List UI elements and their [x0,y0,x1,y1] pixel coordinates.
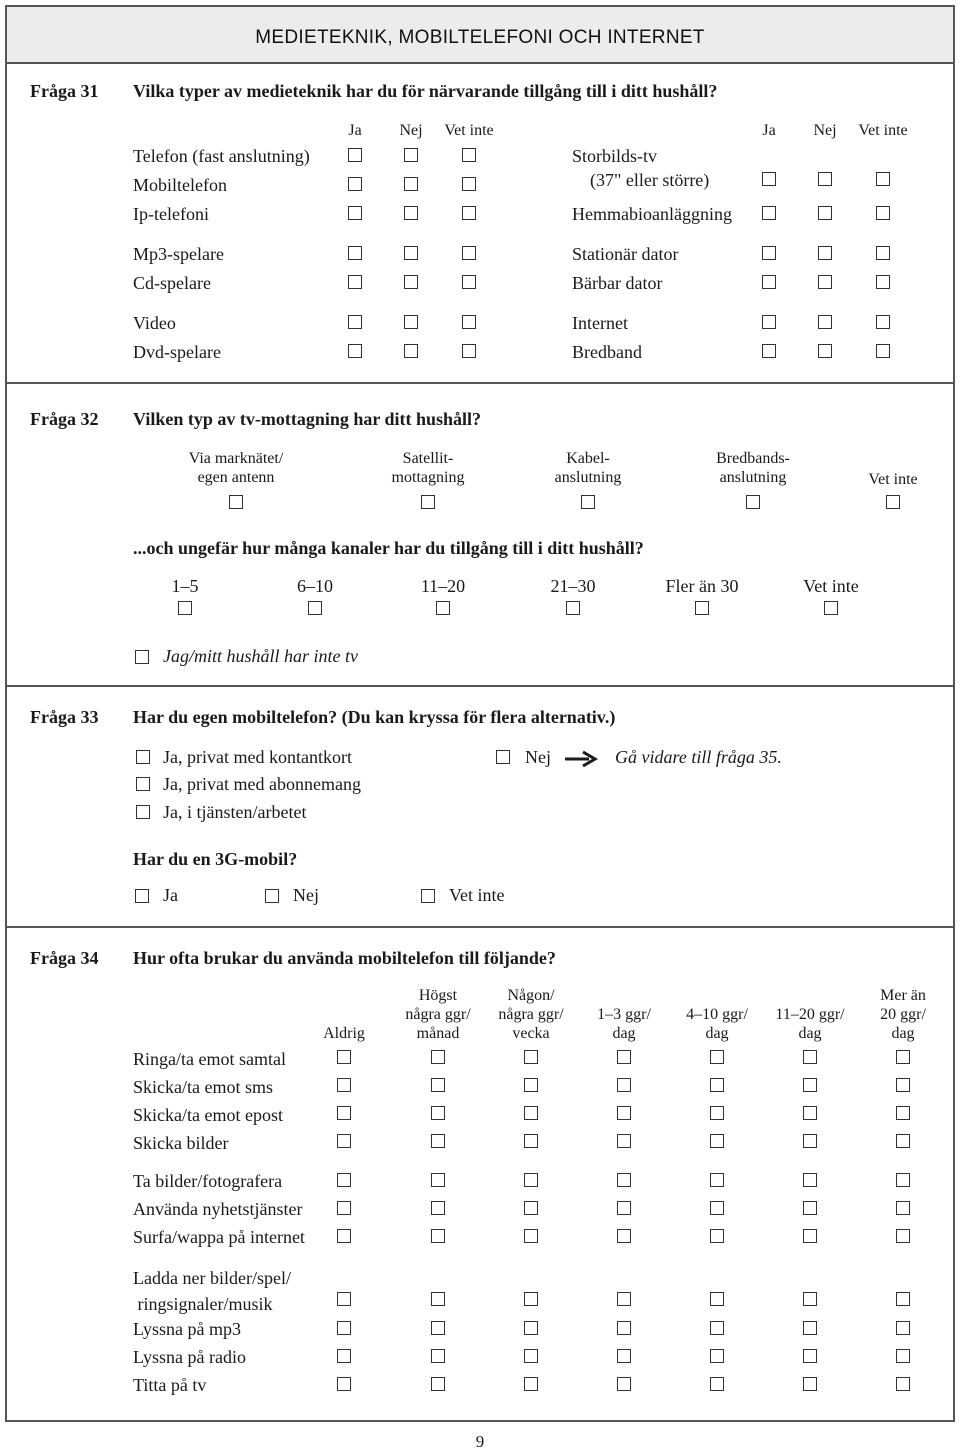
q32-channel-label: Vet inte [803,576,859,596]
q34-checkbox[interactable] [617,1078,631,1092]
q34-checkbox[interactable] [617,1106,631,1120]
q34-checkbox[interactable] [896,1106,910,1120]
q34-checkbox[interactable] [337,1229,351,1243]
q33-option-nej: Nej [525,747,551,767]
q33-3g-label-ja: Ja [163,885,178,905]
q31-checkbox[interactable] [404,246,418,260]
q34-checkbox[interactable] [337,1349,351,1363]
arrow-right-icon [563,750,599,768]
q34-checkbox[interactable] [337,1292,351,1306]
q34-row-label: Använda nyhetstjänster [133,1199,303,1219]
q34-checkbox[interactable] [617,1229,631,1243]
q31-col-ja-left: Ja [348,122,362,139]
q31-checkbox[interactable] [762,206,776,220]
q33-3g-checkbox-ja[interactable] [135,889,149,903]
q34-number: Fråga 34 [30,948,99,968]
q34-checkbox[interactable] [431,1321,445,1335]
q34-checkbox[interactable] [617,1201,631,1215]
q32-option-checkbox[interactable] [421,495,435,509]
q34-column-header: Aldrig [323,1025,365,1042]
q34-checkbox[interactable] [896,1134,910,1148]
q34-checkbox[interactable] [431,1292,445,1306]
q32-channel-checkbox[interactable] [695,601,709,615]
q34-checkbox[interactable] [803,1292,817,1306]
q34-checkbox[interactable] [337,1106,351,1120]
q32-channel-label: 1–5 [171,576,199,596]
q34-checkbox[interactable] [896,1229,910,1243]
q34-checkbox[interactable] [617,1349,631,1363]
q34-column-header: 1–3 ggr/ dag [597,1006,651,1042]
q34-checkbox[interactable] [337,1377,351,1391]
q34-checkbox[interactable] [710,1201,724,1215]
q34-checkbox[interactable] [710,1134,724,1148]
q34-checkbox[interactable] [896,1078,910,1092]
q33-3g-label-vetinte: Vet inte [449,885,505,905]
q32-option-label: Vet inte [868,471,918,488]
q33-checkbox-abonnemang[interactable] [136,777,150,791]
q31-col-ja-right: Ja [762,122,776,139]
q34-checkbox[interactable] [431,1201,445,1215]
q32-channel-checkbox[interactable] [824,601,838,615]
q34-checkbox[interactable] [431,1229,445,1243]
q34-column-header: Mer än 20 ggr/ dag [880,987,926,1042]
q34-row-label: Ladda ner bilder/spel/ ringsignaler/musik [133,1268,291,1314]
section-title: MEDIETEKNIK, MOBILTELEFONI OCH INTERNET [255,27,705,48]
q31-checkbox[interactable] [876,206,890,220]
q32-question: Vilken typ av tv-mottagning har ditt hushåll? [133,409,482,429]
q31-checkbox[interactable] [762,344,776,358]
q34-checkbox[interactable] [710,1173,724,1187]
q34-checkbox[interactable] [896,1201,910,1215]
q32-option-label: Satellit- mottagning [391,450,465,486]
q34-column-header: 4–10 ggr/ dag [686,1006,748,1042]
q31-item-label: Bredband [572,342,642,362]
q31-checkbox[interactable] [876,172,890,186]
no-tv-label: Jag/mitt hushåll har inte tv [163,646,358,666]
q32-channel-label: Fler än 30 [665,576,739,596]
q34-checkbox[interactable] [337,1173,351,1187]
q31-checkbox[interactable] [876,275,890,289]
q31-checkbox[interactable] [404,344,418,358]
q34-checkbox[interactable] [337,1078,351,1092]
q32-option-label: Kabel- anslutning [554,450,622,486]
q34-checkbox[interactable] [896,1050,910,1064]
q33-number: Fråga 33 [30,707,99,727]
q31-col-vetinte-right: Vet inte [858,122,908,139]
q31-col-nej-right: Nej [813,122,837,139]
q31-number: Fråga 31 [30,81,99,101]
q32-channel-label: 21–30 [550,576,596,596]
q31-checkbox[interactable] [762,246,776,260]
q31-item-label: Hemmabioanläggning [572,204,732,224]
q34-checkbox[interactable] [337,1050,351,1064]
q34-checkbox[interactable] [803,1134,817,1148]
q31-checkbox[interactable] [404,148,418,162]
q34-checkbox[interactable] [803,1173,817,1187]
q34-checkbox[interactable] [803,1201,817,1215]
q31-checkbox[interactable] [462,206,476,220]
q34-checkbox[interactable] [431,1377,445,1391]
q34-checkbox[interactable] [803,1349,817,1363]
q32-channel-checkbox[interactable] [308,601,322,615]
q34-checkbox[interactable] [524,1292,538,1306]
q31-checkbox[interactable] [762,172,776,186]
q34-checkbox[interactable] [524,1349,538,1363]
q34-checkbox[interactable] [617,1173,631,1187]
q31-item-label: Storbilds-tv [572,146,658,166]
q31-checkbox[interactable] [818,246,832,260]
q31-checkbox[interactable] [404,315,418,329]
q33-question: Har du egen mobiltelefon? (Du kan kryssa för flera alternativ.) [133,707,616,727]
q31-checkbox[interactable] [348,344,362,358]
q31-checkbox[interactable] [404,177,418,191]
q34-checkbox[interactable] [617,1050,631,1064]
q33-checkbox-tjansten[interactable] [136,805,150,819]
q34-row-label: Ringa/ta emot samtal [133,1049,286,1069]
q32-channel-label: 6–10 [297,576,333,596]
q33-option-tjansten: Ja, i tjänsten/arbetet [163,802,307,822]
q34-column-header: 11–20 ggr/ dag [775,1006,845,1042]
q31-checkbox[interactable] [462,344,476,358]
q31-checkbox[interactable] [462,275,476,289]
q31-item-label: Ip-telefoni [133,204,209,224]
q31-item-label: Video [133,313,176,333]
q34-checkbox[interactable] [710,1349,724,1363]
q34-checkbox[interactable] [896,1377,910,1391]
q33-3g-label-nej: Nej [293,885,319,905]
q31-checkbox[interactable] [348,315,362,329]
q31-item-label: Mp3-spelare [133,244,224,264]
divider [5,685,955,687]
q31-checkbox[interactable] [762,315,776,329]
q34-checkbox[interactable] [431,1349,445,1363]
q31-checkbox[interactable] [876,315,890,329]
q32-option-checkbox[interactable] [229,495,243,509]
q34-checkbox[interactable] [803,1106,817,1120]
q34-checkbox[interactable] [710,1106,724,1120]
q33-3g-checkbox-nej[interactable] [265,889,279,903]
q32-subquestion: ...och ungefär hur många kanaler har du tillgång till i ditt hushåll? [133,538,644,558]
q34-row-label: Lyssna på radio [133,1347,246,1367]
q31-checkbox[interactable] [404,275,418,289]
q31-checkbox[interactable] [876,246,890,260]
q33-subquestion: Har du en 3G-mobil? [133,849,298,869]
q31-item-label: Stationär dator [572,244,679,264]
q34-row-label: Skicka/ta emot epost [133,1105,283,1125]
q31-item-label: (37" eller större) [590,170,710,190]
q31-checkbox[interactable] [348,177,362,191]
q34-checkbox[interactable] [803,1377,817,1391]
q31-checkbox[interactable] [818,172,832,186]
q34-checkbox[interactable] [896,1292,910,1306]
q34-checkbox[interactable] [524,1050,538,1064]
q32-option-checkbox[interactable] [746,495,760,509]
q33-checkbox-nej[interactable] [496,750,510,764]
q34-checkbox[interactable] [896,1173,910,1187]
q32-option-label: Bredbands- anslutning [716,450,790,486]
q34-checkbox[interactable] [524,1321,538,1335]
q34-row-label: Skicka bilder [133,1133,229,1153]
q31-item-label: Dvd-spelare [133,342,221,362]
q34-checkbox[interactable] [803,1050,817,1064]
q34-checkbox[interactable] [710,1229,724,1243]
q31-checkbox[interactable] [348,206,362,220]
q34-checkbox[interactable] [431,1173,445,1187]
q33-checkbox-kontantkort[interactable] [136,750,150,764]
q31-checkbox[interactable] [348,246,362,260]
q34-column-header: Högst några ggr/ månad [405,987,471,1042]
q31-item-label: Internet [572,313,628,333]
q34-row-label: Lyssna på mp3 [133,1319,241,1339]
q31-item-label: Bärbar dator [572,273,663,293]
q34-checkbox[interactable] [431,1106,445,1120]
q34-checkbox[interactable] [710,1078,724,1092]
q34-row-label: Ta bilder/fotografera [133,1171,283,1191]
q34-checkbox[interactable] [524,1106,538,1120]
q34-checkbox[interactable] [617,1292,631,1306]
q31-checkbox[interactable] [462,315,476,329]
q34-checkbox[interactable] [337,1134,351,1148]
q34-checkbox[interactable] [710,1321,724,1335]
q31-item-label: Cd-spelare [133,273,211,293]
q34-checkbox[interactable] [803,1229,817,1243]
q34-column-header: Någon/ några ggr/ vecka [498,987,564,1042]
q33-skip-instruction: Gå vidare till fråga 35. [615,747,782,767]
q34-checkbox[interactable] [337,1321,351,1335]
q33-3g-checkbox-vetinte[interactable] [421,889,435,903]
q31-col-vetinte-left: Vet inte [444,122,494,139]
q34-checkbox[interactable] [896,1349,910,1363]
q31-checkbox[interactable] [348,148,362,162]
section-header [5,5,955,64]
q31-checkbox[interactable] [818,206,832,220]
q34-checkbox[interactable] [431,1134,445,1148]
q31-checkbox[interactable] [762,275,776,289]
q34-checkbox[interactable] [524,1377,538,1391]
q31-checkbox[interactable] [818,344,832,358]
q34-checkbox[interactable] [524,1229,538,1243]
q32-option-checkbox[interactable] [886,495,900,509]
q34-checkbox[interactable] [803,1078,817,1092]
q34-checkbox[interactable] [710,1292,724,1306]
page-number: 9 [475,1432,485,1451]
q31-checkbox[interactable] [404,206,418,220]
q34-checkbox[interactable] [710,1050,724,1064]
q31-checkbox[interactable] [462,177,476,191]
q32-channel-checkbox[interactable] [178,601,192,615]
q34-checkbox[interactable] [803,1321,817,1335]
q33-option-kontantkort: Ja, privat med kontantkort [163,747,352,767]
q31-checkbox[interactable] [818,315,832,329]
q31-col-nej-left: Nej [399,122,423,139]
q31-item-label: Mobiltelefon [133,175,227,195]
q32-channel-label: 11–20 [420,576,466,596]
q34-checkbox[interactable] [617,1377,631,1391]
q34-checkbox[interactable] [710,1377,724,1391]
q31-checkbox[interactable] [348,275,362,289]
q34-checkbox[interactable] [524,1173,538,1187]
q31-checkbox[interactable] [462,246,476,260]
q31-checkbox[interactable] [876,344,890,358]
q34-row-label: Skicka/ta emot sms [133,1077,273,1097]
q31-item-label: Telefon (fast anslutning) [133,146,310,166]
q34-checkbox[interactable] [617,1134,631,1148]
q31-checkbox[interactable] [462,148,476,162]
q32-channel-checkbox[interactable] [436,601,450,615]
q34-question: Hur ofta brukar du använda mobiltelefon till följande? [133,948,556,968]
q34-checkbox[interactable] [896,1321,910,1335]
q34-checkbox[interactable] [524,1134,538,1148]
q31-checkbox[interactable] [818,275,832,289]
q31-question: Vilka typer av medieteknik har du för närvarande tillgång till i ditt hushåll? [133,81,718,101]
q34-checkbox[interactable] [524,1078,538,1092]
q34-checkbox[interactable] [431,1050,445,1064]
no-tv-checkbox[interactable] [135,650,149,664]
q32-option-checkbox[interactable] [581,495,595,509]
q34-row-label: Surfa/wappa på internet [133,1227,305,1247]
q32-number: Fråga 32 [30,409,99,429]
divider [5,926,955,928]
q34-checkbox[interactable] [431,1078,445,1092]
q34-checkbox[interactable] [337,1201,351,1215]
q32-option-label: Via marknätet/ egen antenn [188,450,284,486]
q34-checkbox[interactable] [524,1201,538,1215]
q34-row-label: Titta på tv [133,1375,207,1395]
q33-option-abonnemang: Ja, privat med abonnemang [163,774,361,794]
divider [5,382,955,384]
q32-channel-checkbox[interactable] [566,601,580,615]
q34-checkbox[interactable] [617,1321,631,1335]
